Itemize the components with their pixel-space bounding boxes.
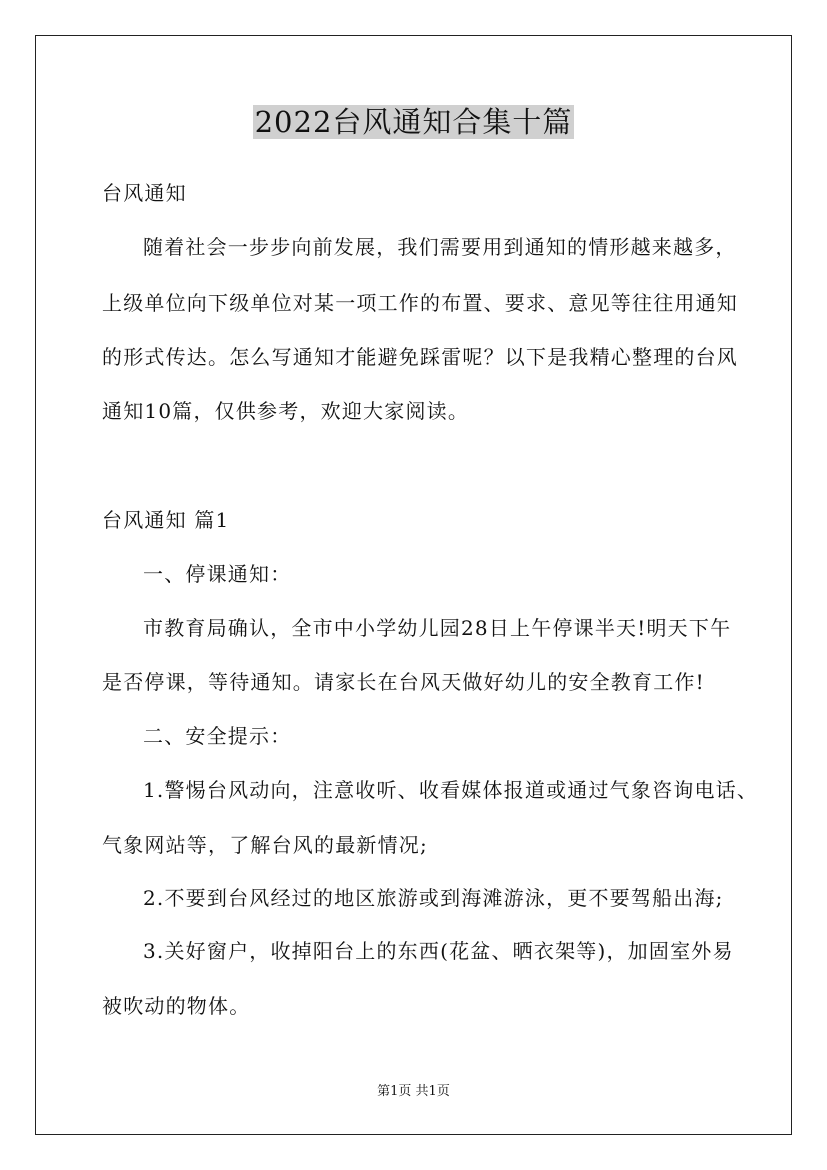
document-title <box>0 100 827 144</box>
section-heading: 台风通知 篇1 <box>102 508 230 532</box>
item-body-line: 是否停课，等待通知。请家长在台风天做好幼儿的安全教育工作! <box>102 670 705 694</box>
document-title-text: 2022台风通知合集十篇 <box>254 105 573 139</box>
intro-heading: 台风通知 <box>102 181 187 205</box>
intro-paragraph-line: 的形式传达。怎么写通知才能避免踩雷呢？以下是我精心整理的台风 <box>102 345 738 369</box>
item-heading: 一、停课通知： <box>143 562 292 586</box>
intro-paragraph-line: 通知10篇，仅供参考，欢迎大家阅读。 <box>102 399 470 423</box>
item-heading: 二、安全提示： <box>143 724 292 748</box>
tip-line: 2.不要到台风经过的地区旅游或到海滩游泳，更不要驾船出海; <box>143 886 724 910</box>
intro-paragraph-line: 上级单位向下级单位对某一项工作的布置、要求、意见等往往用通知 <box>102 291 738 315</box>
item-body-line: 市教育局确认，全市中小学幼儿园28日上午停课半天!明天下午 <box>143 616 732 640</box>
tip-line: 1.警惕台风动向，注意收听、收看媒体报道或通过气象咨询电话、 <box>143 778 759 802</box>
tip-line: 气象网站等，了解台风的最新情况; <box>102 833 428 857</box>
tip-line: 3.关好窗户，收掉阳台上的东西(花盆、晒衣架等)，加固室外易 <box>143 939 734 963</box>
tip-line: 被吹动的物体。 <box>102 994 251 1018</box>
intro-paragraph-line: 随着社会一步步向前发展，我们需要用到通知的情形越来越多， <box>143 235 737 259</box>
page-footer: 第1页 共1页 <box>377 1084 450 1099</box>
